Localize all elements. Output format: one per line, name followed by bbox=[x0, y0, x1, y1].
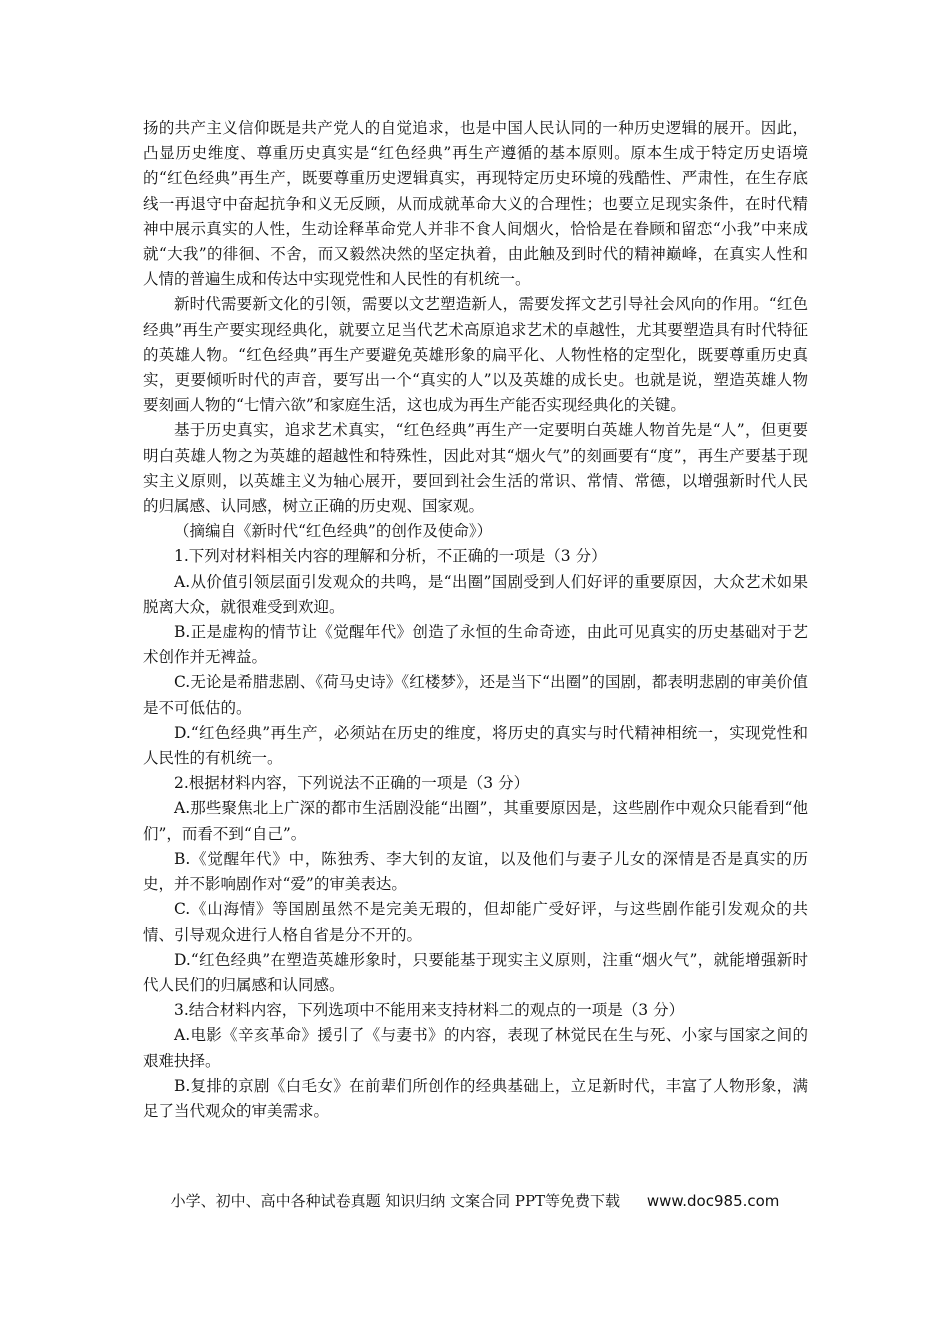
question-1: 1.下列对材料相关内容的理解和分析，不正确的一项是（3 分） bbox=[174, 547, 607, 566]
option-3b: B.复排的京剧《白毛女》在前辈们所创作的经典基础上，立足新时代，丰富了人物形象，满足了当代观众的审美需求。 bbox=[143, 1076, 808, 1120]
source-citation: （摘编自《新时代“红色经典”的创作及使命》） bbox=[174, 522, 493, 541]
body-text bbox=[143, 116, 808, 1124]
option-3a: A.电影《辛亥革命》援引了《与妻书》的内容，表现了林觉民在生与死、小家与国家之间的艰难抉择。 bbox=[143, 1026, 808, 1070]
paragraph: 基于历史真实，追求艺术真实，“红色经典”再生产一定要明白英雄人物首先是“人”，但更要明白英雄人物之为英雄的超越性和特殊性，因此对其“烟火气”的刻画要有“度”，再生产要基于现实主义原则，以英雄主义为轴心展开，要回到社会生活的常识、常情、常德，以增强新时代人民的归属感、认同感，树立正确的历史观、国家观。 bbox=[143, 421, 808, 516]
paragraph: 扬的共产主义信仰既是共产党人的自觉追求，也是中国人民认同的一种历史逻辑的展开。因此，凸显历史维度、尊重历史真实是“红色经典”再生产遵循的基本原则。原本生成于特定历史语境的“红色经典”再生产，既要尊重历史逻辑真实，再现特定历史环境的残酷性、严肃性，在生存底线一再退守中奋起抗争和义无反顾，从而成就革命大义的合理性；也要立足现实条件，在时代精神中展示真实的人性，生动诠释革命党人并非不食人间烟火，恰恰是在眷顾和留恋“小我”中来成就“大我”的徘徊、不舍，而又毅然决然的坚定执着，由此触及到时代的精神巅峰，在真实人性和人情的普遍生成和传达中实现党性和人民性的有机统一。 bbox=[143, 119, 808, 289]
paragraph: 新时代需要新文化的引领，需要以文艺塑造新人，需要发挥文艺引导社会风向的作用。“红色经典”再生产要实现经典化，就要立足当代艺术高原追求艺术的卓越性，尤其要塑造具有时代特征的英雄人物。“红色经典”再生产要避免英雄形象的扁平化、人物性格的定型化，既要尊重历史真实，更要倾听时代的声音，要写出一个“真实的人”以及英雄的成长史。也就是说，塑造英雄人物要刻画人物的“七情六欲”和家庭生活，这也成为再生产能否实现经典化的关键。 bbox=[143, 295, 808, 415]
option-2a: A.那些聚焦北上广深的都市生活剧没能“出圈”，其重要原因是，这些剧作中观众只能看到“他们”，而看不到“自己”。 bbox=[143, 799, 808, 843]
page-footer bbox=[0, 1190, 950, 1211]
question-3: 3.结合材料内容，下列选项中不能用来支持材料二的观点的一项是（3 分） bbox=[174, 1001, 685, 1020]
question-2: 2.根据材料内容，下列说法不正确的一项是（3 分） bbox=[174, 774, 530, 793]
option-1d: D.“红色经典”再生产，必须站在历史的维度，将历史的真实与时代精神相统一，实现党性和人民性的有机统一。 bbox=[143, 723, 808, 768]
option-2d: D.“红色经典”在塑造英雄形象时，只要能基于现实主义原则，注重“烟火气”，就能增强新时代人民们的归属感和认同感。 bbox=[143, 950, 808, 994]
option-1c: C.无论是希腊悲剧、《荷马史诗》《红楼梦》，还是当下“出圈”的国剧，都表明悲剧的审美价值是不可低估的。 bbox=[143, 673, 808, 717]
footer-text: 小学、初中、高中各种试卷真题 知识归纳 文案合同 PPT等免费下载 bbox=[170, 1192, 621, 1210]
option-2b: B.《觉醒年代》中，陈独秀、李大钊的友谊，以及他们与妻子儿女的深情是否是真实的历史，并不影响剧作对“爱”的审美表达。 bbox=[143, 849, 808, 894]
footer-link[interactable]: www.doc985.com bbox=[646, 1192, 780, 1210]
option-1a: A.从价值引领层面引发观众的共鸣，是“出圈”国剧受到人们好评的重要原因，大众艺术如果脱离大众，就很难受到欢迎。 bbox=[143, 572, 808, 616]
option-1b: B.正是虚构的情节让《觉醒年代》创造了永恒的生命奇迹，由此可见真实的历史基础对于艺术创作并无裨益。 bbox=[143, 623, 808, 667]
option-2c: C.《山海情》等国剧虽然不是完美无瑕的，但却能广受好评，与这些剧作能引发观众的共情、引导观众进行人格自省是分不开的。 bbox=[143, 900, 808, 944]
